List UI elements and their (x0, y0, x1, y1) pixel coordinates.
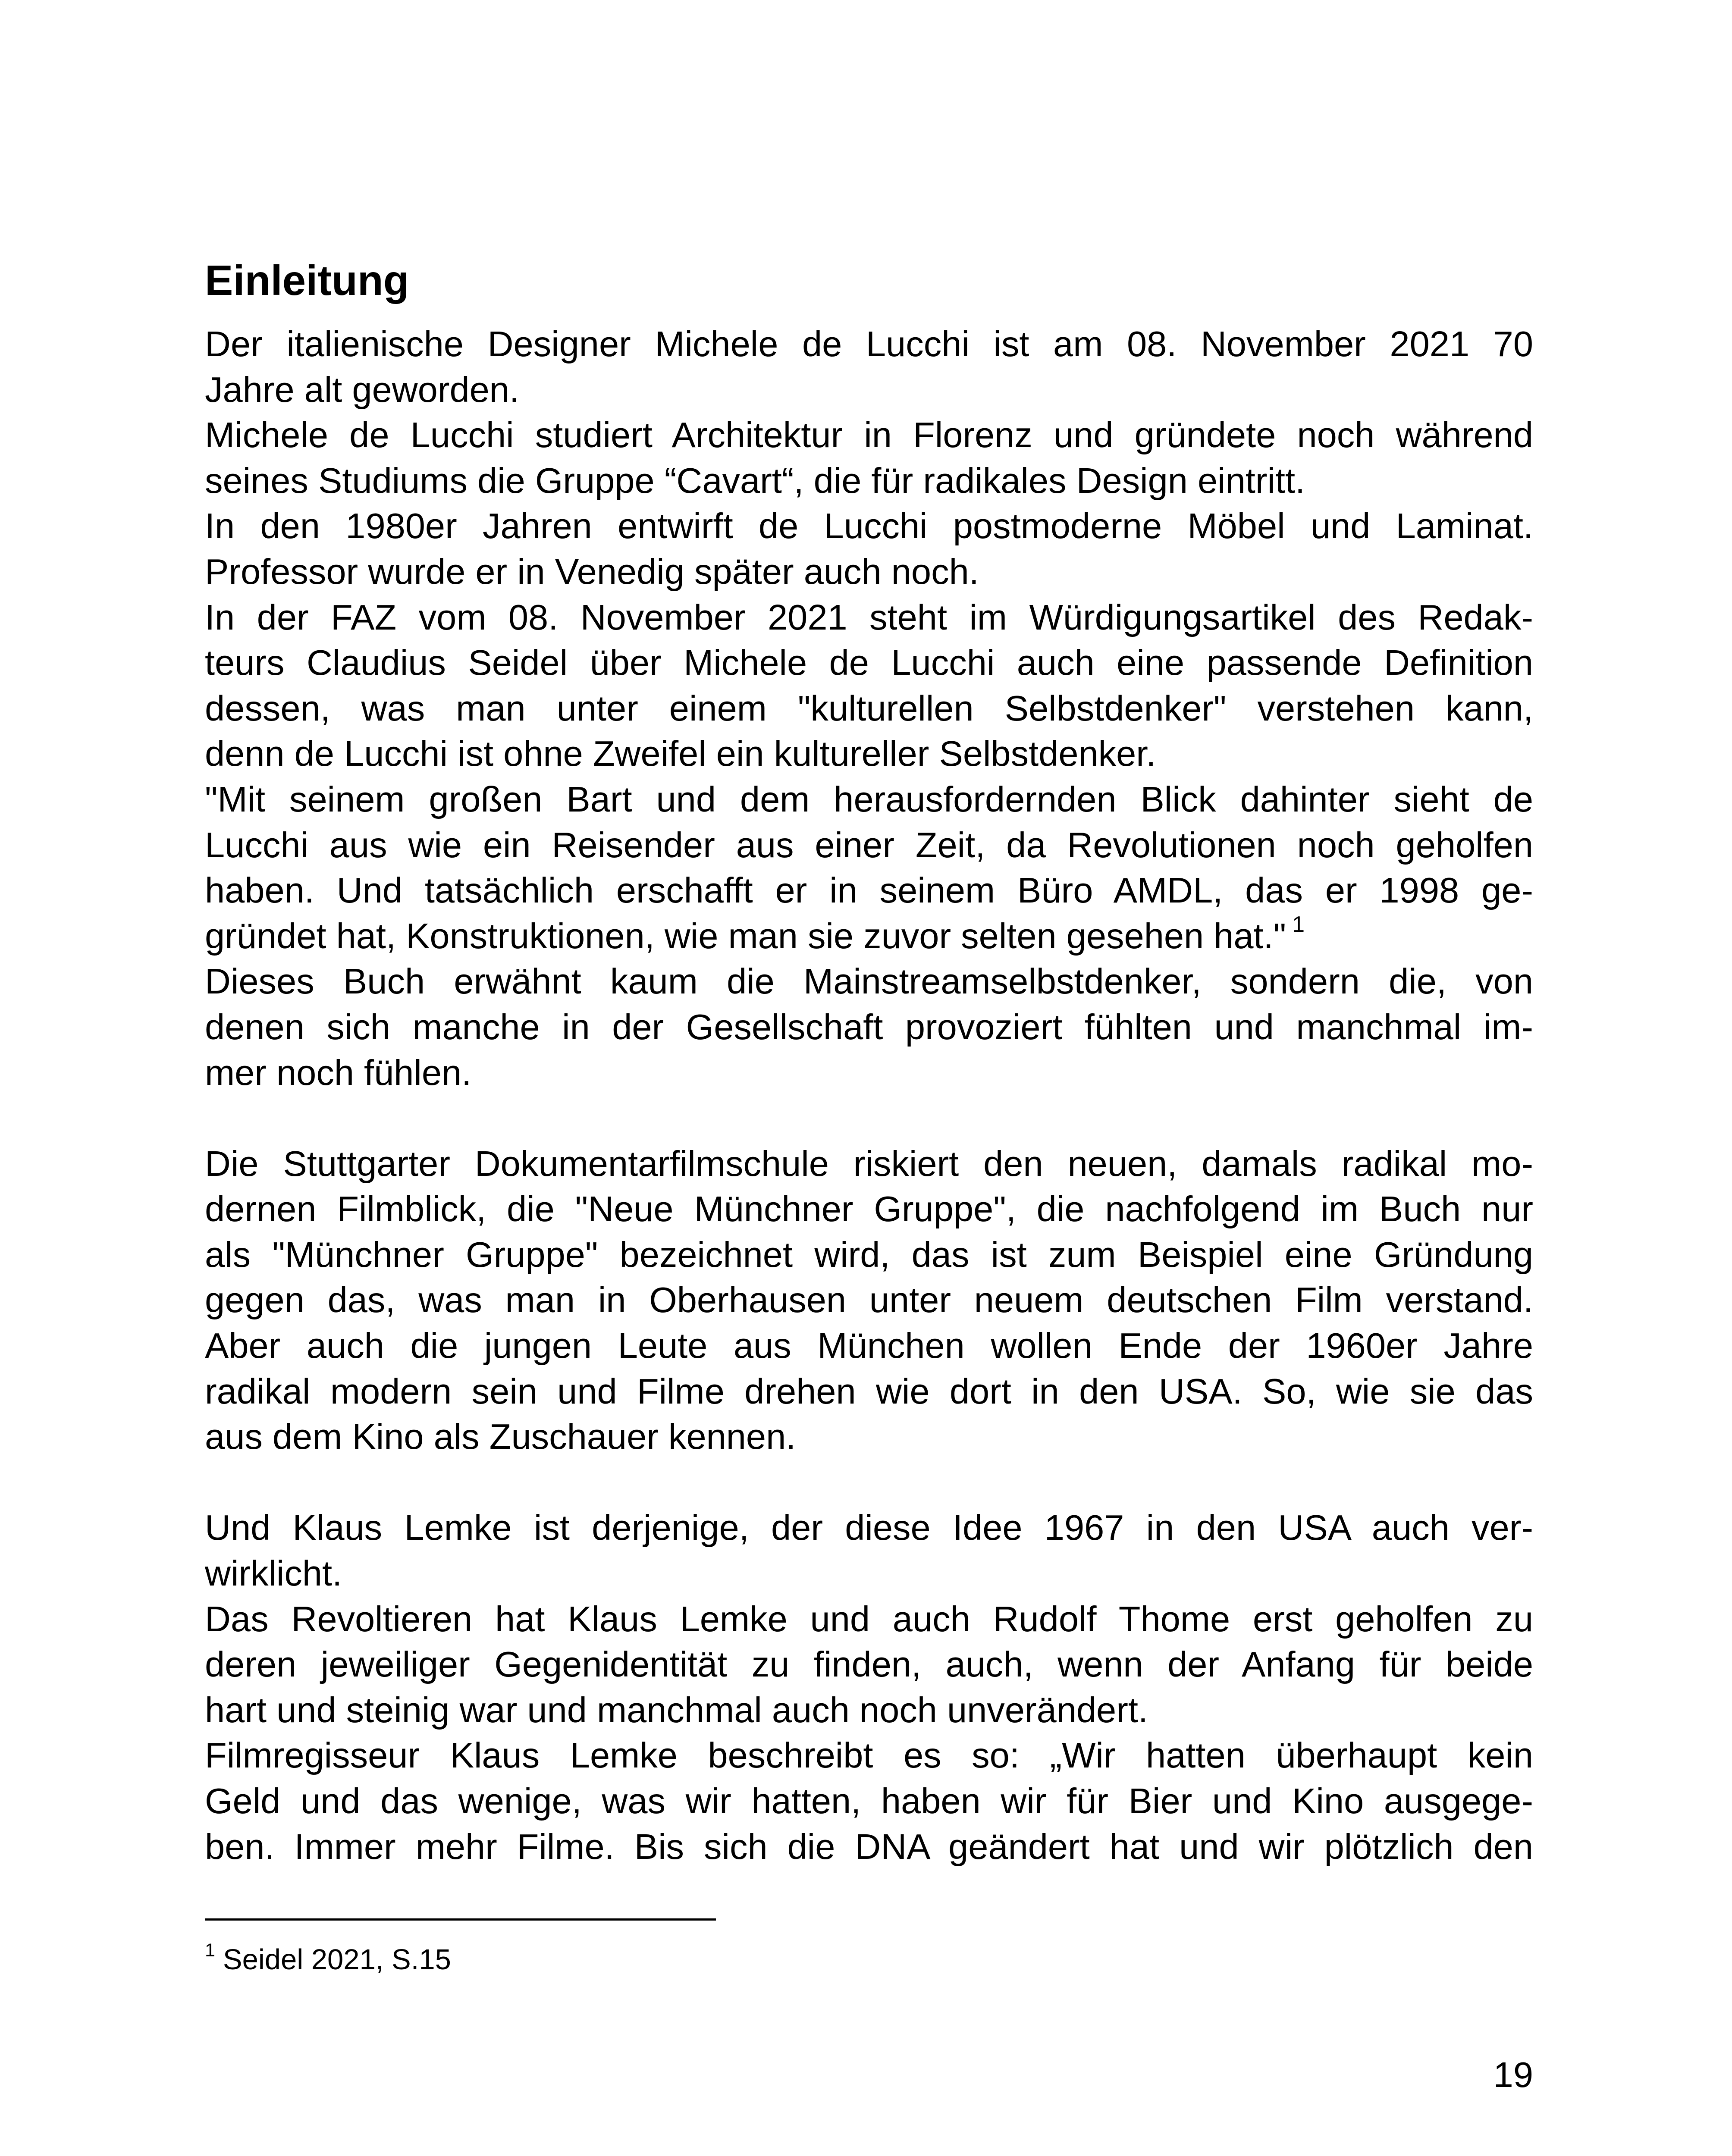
text-line: denn de Lucchi ist ohne Zweifel ein kultureller Selbstdenker. (205, 733, 1156, 774)
text-line: radikal modern sein und Filme drehen wie dort in den USA. So, wie sie das (205, 1371, 1533, 1411)
text-line: "Mit seinem großen Bart und dem herausfordernden Blick dahinter sieht de (205, 779, 1533, 819)
text-line: als "Münchner Gruppe" bezeichnet wird, das ist zum Beispiel eine Gründung (205, 1234, 1533, 1275)
text-line: Professor wurde er in Venedig später auch noch. (205, 551, 979, 592)
text-line: Jahre alt geworden. (205, 369, 520, 410)
text-line: denen sich manche in der Gesellschaft provoziert fühlten und manchmal im- (205, 1006, 1533, 1047)
text-line: aus dem Kino als Zuschauer kennen. (205, 1416, 796, 1457)
text-line: dernen Filmblick, die "Neue Münchner Gruppe", die nachfolgend im Buch nur (205, 1189, 1533, 1229)
body-text (205, 321, 1533, 1869)
page-number: 19 (1493, 2055, 1533, 2095)
text-line: Das Revoltieren hat Klaus Lemke und auch Rudolf Thome erst geholfen zu (205, 1598, 1533, 1639)
text-line: deren jeweiliger Gegenidentität zu finden, auch, wenn der Anfang für beide (205, 1644, 1533, 1685)
footnote-reference[interactable]: 1 (1292, 912, 1305, 937)
text-line: teurs Claudius Seidel über Michele de Lucchi auch eine passende Definition (205, 642, 1533, 683)
text-line: Dieses Buch erwähnt kaum die Mainstreamselbstdenker, sondern die, von (205, 961, 1533, 1002)
footnote (205, 1940, 451, 1979)
text-line: Michele de Lucchi studiert Architektur in Florenz und gründete noch während (205, 415, 1533, 455)
text-line: seines Studiums die Gruppe “Cavart“, die für radikales Design eintritt. (205, 460, 1305, 501)
paragraph (205, 1505, 1533, 1869)
text-line (205, 913, 1533, 959)
paragraph-spacer (205, 1095, 1533, 1141)
text-line: Und Klaus Lemke ist derjenige, der diese Idee 1967 in den USA auch ver- (205, 1507, 1533, 1548)
text-line: dessen, was man unter einem "kulturellen Selbstdenker" verstehen kann, (205, 688, 1533, 728)
footnote-number: 1 (205, 1940, 215, 1961)
paragraph (205, 321, 1533, 1095)
text-line: gegen das, was man in Oberhausen unter neuem deutschen Film verstand. (205, 1280, 1533, 1320)
footnote-text: Seidel 2021, S.15 (223, 1943, 451, 1976)
text-line: hart und steinig war und manchmal auch noch unverändert. (205, 1689, 1148, 1730)
paragraph (205, 1141, 1533, 1460)
quote-end-text: gründet hat, Konstruktionen, wie man sie zuvor selten gesehen hat." (205, 915, 1286, 956)
paragraph-spacer (205, 1460, 1533, 1505)
footnote-separator (205, 1918, 716, 1921)
text-line: ben. Immer mehr Filme. Bis sich die DNA geändert hat und wir plötzlich den (205, 1826, 1533, 1867)
text-line: wirklicht. (205, 1553, 342, 1594)
text-line: Lucchi aus wie ein Reisender aus einer Zeit, da Revolutionen noch geholfen (205, 824, 1533, 865)
text-line: Die Stuttgarter Dokumentarfilmschule riskiert den neuen, damals radikal mo- (205, 1143, 1533, 1184)
text-line: In den 1980er Jahren entwirft de Lucchi postmoderne Möbel und Laminat. (205, 506, 1533, 546)
text-line: Geld und das wenige, was wir hatten, haben wir für Bier und Kino ausgege- (205, 1781, 1533, 1821)
text-line: Der italienische Designer Michele de Lucchi ist am 08. November 2021 70 (205, 324, 1533, 364)
text-line: Filmregisseur Klaus Lemke beschreibt es so: „Wir hatten überhaupt kein (205, 1735, 1533, 1776)
text-line: haben. Und tatsächlich erschafft er in seinem Büro AMDL, das er 1998 ge- (205, 870, 1533, 911)
chapter-heading: Einleitung (205, 257, 409, 304)
text-line: In der FAZ vom 08. November 2021 steht im Würdigungsartikel des Redak- (205, 597, 1533, 637)
text-line: Aber auch die jungen Leute aus München wollen Ende der 1960er Jahre (205, 1326, 1533, 1366)
text-line: mer noch fühlen. (205, 1052, 472, 1093)
